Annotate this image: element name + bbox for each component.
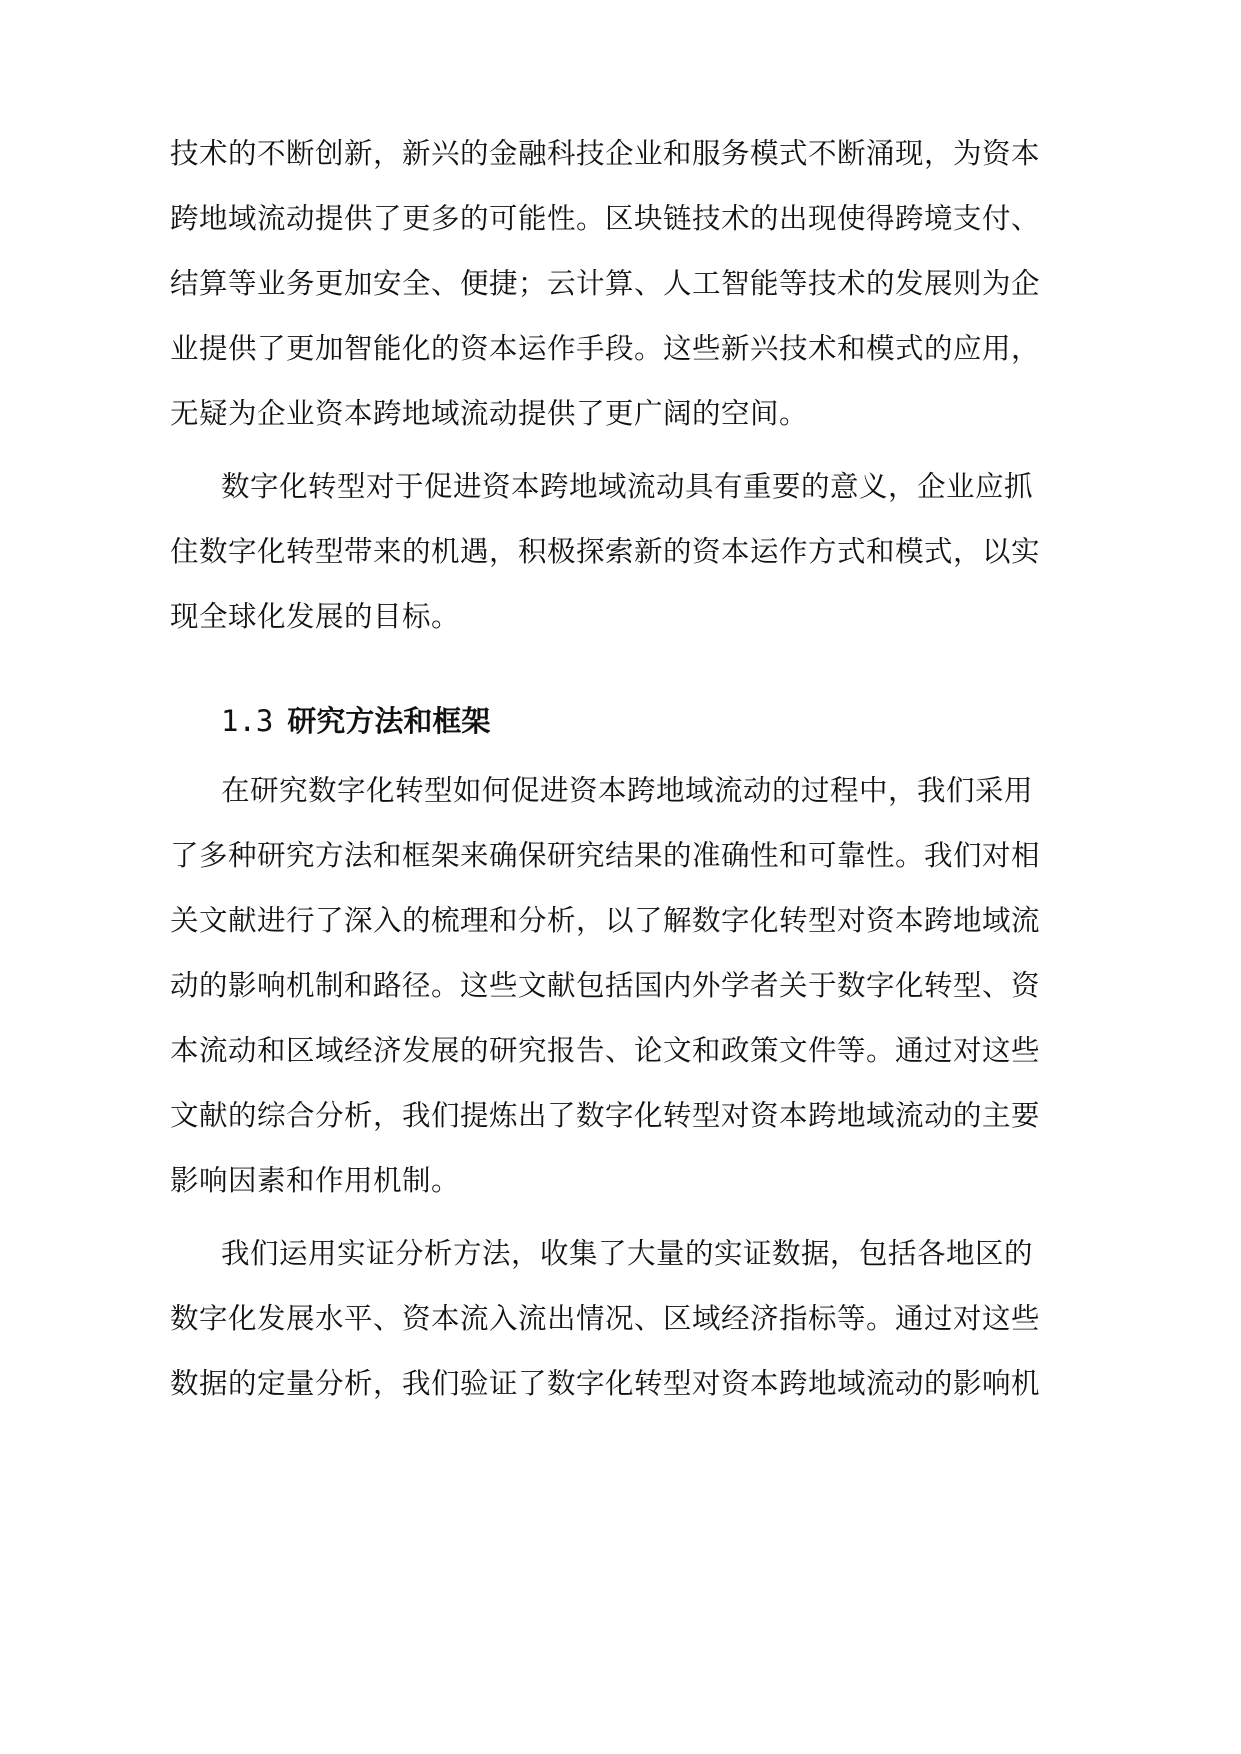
paragraph-1-line-4: 业提供了更加智能化的资本运作手段。这些新兴技术和模式的应用， [170,332,1041,365]
section-heading [221,701,490,741]
section-title: 研究方法和框架 [287,704,491,738]
paragraph-4-line-1: 我们运用实证分析方法，收集了大量的实证数据，包括各地区的 [221,1237,1034,1270]
section-number: 1.3 [221,704,274,738]
paragraph-2-line-1: 数字化转型对于促进资本跨地域流动具有重要的意义，企业应抓 [221,470,1034,503]
paragraph-1-line-3: 结算等业务更加安全、便捷；云计算、人工智能等技术的发展则为企 [170,267,1041,300]
paragraph-1-line-2: 跨地域流动提供了更多的可能性。区块链技术的出现使得跨境支付、 [170,202,1041,235]
paragraph-1-line-5: 无疑为企业资本跨地域流动提供了更广阔的空间。 [170,397,809,430]
paragraph-3-line-6: 文献的综合分析，我们提炼出了数字化转型对资本跨地域流动的主要 [170,1099,1041,1132]
paragraph-2-line-2: 住数字化转型带来的机遇，积极探索新的资本运作方式和模式，以实 [170,535,1041,568]
paragraph-3-line-4: 动的影响机制和路径。这些文献包括国内外学者关于数字化转型、资 [170,969,1041,1002]
paragraph-3-line-5: 本流动和区域经济发展的研究报告、论文和政策文件等。通过对这些 [170,1034,1041,1067]
paragraph-3-line-3: 关文献进行了深入的梳理和分析，以了解数字化转型对资本跨地域流 [170,904,1041,937]
paragraph-3-line-1: 在研究数字化转型如何促进资本跨地域流动的过程中，我们采用 [221,774,1034,807]
paragraph-1-line-1: 技术的不断创新，新兴的金融科技企业和服务模式不断涌现，为资本 [170,137,1041,170]
paragraph-4-line-2: 数字化发展水平、资本流入流出情况、区域经济指标等。通过对这些 [170,1302,1041,1335]
paragraph-4-line-3: 数据的定量分析，我们验证了数字化转型对资本跨地域流动的影响机 [170,1367,1041,1400]
paragraph-3-line-2: 了多种研究方法和框架来确保研究结果的准确性和可靠性。我们对相 [170,839,1041,872]
paragraph-3-line-7: 影响因素和作用机制。 [170,1164,461,1197]
paragraph-2-line-3: 现全球化发展的目标。 [170,600,461,633]
